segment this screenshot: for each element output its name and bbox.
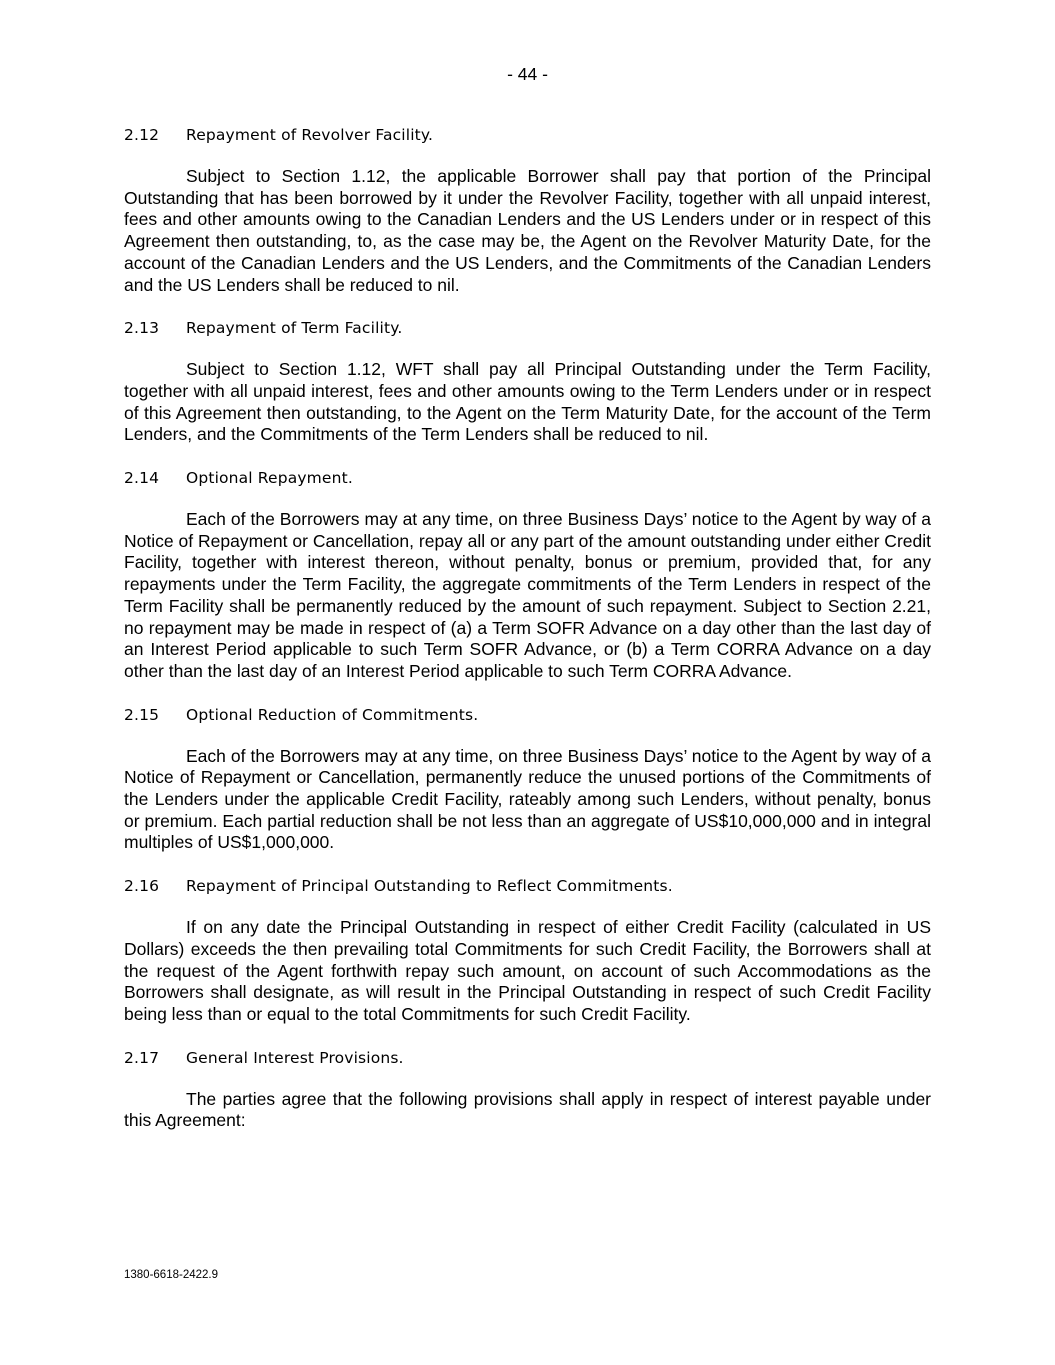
section-title: Repayment of Principal Outstanding to Reflect Commitments. xyxy=(186,877,673,896)
section-paragraph: Each of the Borrowers may at any time, on three Business Days’ notice to the Agent by way of a Notice of Repayment or Cancellation, repay all or any part of the amount outstanding under either Credit Facility, together with interest thereon, without penalty, bonus or premium, provided that, for any repayments under the Term Facility, the aggregate commitments of the Term Lenders in respect of the Term Facility shall be permanently reduced by the amount of such repayment. Subject to Section 2.21, no repayment may be made in respect of (a) a Term SOFR Advance on a day other than the last day of an Interest Period applicable to such Term SOFR Advance, or (b) a Term CORRA Advance on a day other than the last day of an Interest Period applicable to such Term CORRA Advance. xyxy=(124,509,931,681)
section-paragraph: If on any date the Principal Outstanding in respect of either Credit Facility (calculated in US Dollars) exceeds the then prevailing total Commitments for such Credit Facility, the Borrowers shall at the request of the Agent forthwith repay such amount, on account of such Accommodations as the Borrowers shall designate, as will result in the Principal Outstanding in respect of such Credit Facility being less than or equal to the total Commitments for such Credit Facility. xyxy=(124,917,931,1024)
section-heading xyxy=(124,1047,931,1069)
section-heading xyxy=(124,704,931,726)
section-paragraph: The parties agree that the following provisions shall apply in respect of interest payable under this Agreement: xyxy=(124,1088,931,1131)
section-title: Repayment of Revolver Facility. xyxy=(186,126,434,144)
section-heading xyxy=(124,124,931,146)
document-id-footer: 1380-6618-2422.9 xyxy=(124,1269,218,1281)
section-2-17 xyxy=(124,1047,931,1132)
section-number: 2.15 xyxy=(124,705,160,724)
section-heading xyxy=(124,875,931,897)
section-number: 2.16 xyxy=(124,877,160,896)
page-number: - 44 - xyxy=(507,64,548,84)
section-paragraph: Subject to Section 1.12, WFT shall pay all Principal Outstanding under the Term Facility, together with all unpaid interest, fees and other amounts owing to the Term Lenders under or in respect of this Agreement then outstanding, to the Agent on the Term Maturity Date, for the account of the Term Lenders, and the Commitments of the Term Lenders shall be reduced to nil. xyxy=(124,359,931,445)
section-2-16 xyxy=(124,875,931,1026)
section-number: 2.14 xyxy=(124,469,160,488)
section-title: Optional Reduction of Commitments. xyxy=(186,705,479,724)
section-title: General Interest Provisions. xyxy=(186,1048,404,1067)
section-2-13 xyxy=(124,317,931,446)
section-title: Optional Repayment. xyxy=(186,469,353,488)
document-body xyxy=(124,124,931,1153)
section-2-14 xyxy=(124,467,931,683)
section-number: 2.13 xyxy=(124,319,160,338)
section-heading xyxy=(124,317,931,339)
section-title: Repayment of Term Facility. xyxy=(186,319,403,338)
section-number: 2.17 xyxy=(124,1048,160,1067)
section-2-12 xyxy=(124,124,931,296)
section-heading xyxy=(124,467,931,489)
section-number: 2.12 xyxy=(124,126,160,144)
section-paragraph: Subject to Section 1.12, the applicable Borrower shall pay that portion of the Principal Outstanding that has been borrowed by it under the Revolver Facility, together with all unpaid interest, fees and other amounts owing to the Canadian Lenders and the US Lenders under or in respect of this Agreement then outstanding, to, as the case may be, the Agent on the Revolver Maturity Date, for the account of the Canadian Lenders and the US Lenders, and the Commitments of the Canadian Lenders and the US Lenders shall be reduced to nil. xyxy=(124,166,931,295)
section-paragraph: Each of the Borrowers may at any time, on three Business Days’ notice to the Agent by way of a Notice of Repayment or Cancellation, permanently reduce the unused portions of the Commitments of the Lenders under the applicable Credit Facility, rateably among such Lenders, without penalty, bonus or premium. Each partial reduction shall be not less than an aggregate of US$10,000,000 and in integral multiples of US$1,000,000. xyxy=(124,745,931,853)
section-2-15 xyxy=(124,704,931,855)
